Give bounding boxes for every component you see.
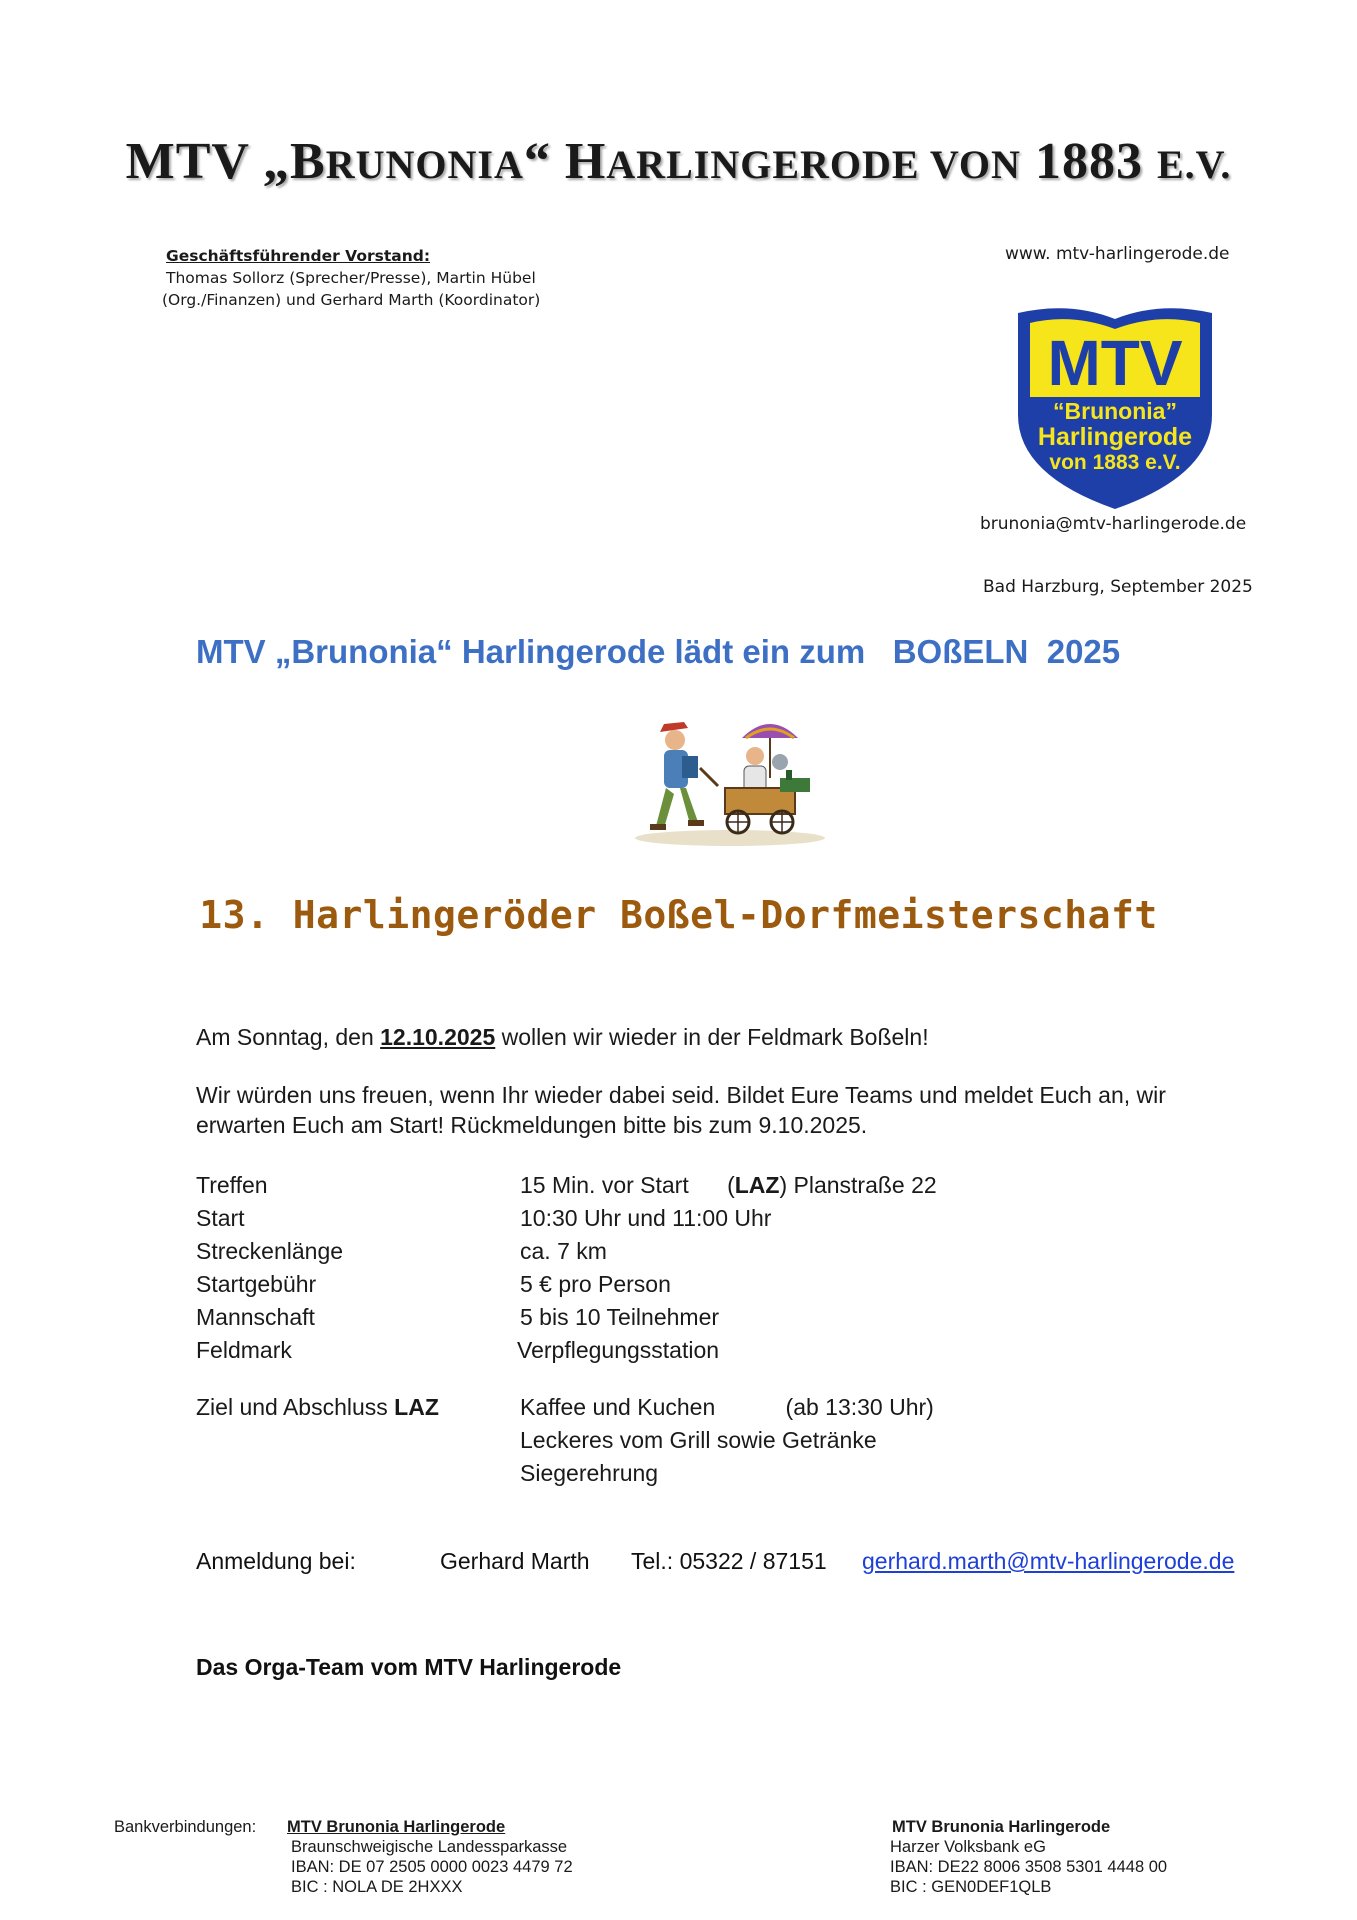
- bank-bic: BIC : GEN0DEF1QLB: [890, 1878, 1052, 1896]
- bank-left: [287, 1817, 573, 1897]
- registration-name: Gerhard Marth: [440, 1548, 590, 1574]
- bank-account-name: MTV Brunonia Harlingerode: [892, 1818, 1111, 1836]
- board-block: [160, 245, 540, 311]
- intro-line: Am Sonntag, den 12.10.2025 wollen wir wieder in der Feldmark Boßeln!: [196, 1024, 929, 1050]
- finish-line: Siegerehrung: [520, 1460, 659, 1486]
- detail-label: Startgebühr: [196, 1271, 317, 1297]
- bank-right: [890, 1817, 1167, 1897]
- detail-label: Start: [196, 1205, 245, 1231]
- board-line: (Org./Finanzen) und Gerhard Marth (Koordinator): [162, 291, 541, 309]
- detail-label: Mannschaft: [196, 1304, 315, 1330]
- finish-line: Kaffee und Kuchen (ab 13:30 Uhr): [520, 1394, 934, 1420]
- website-link[interactable]: www. mtv-harlingerode.de: [1005, 244, 1230, 264]
- board-line: Thomas Sollorz (Sprecher/Presse), Martin Hübel: [166, 269, 536, 287]
- svg-text:MTV: MTV: [1047, 327, 1183, 399]
- place-date: Bad Harzburg, September 2025: [983, 577, 1253, 597]
- svg-text:“Brunonia”: “Brunonia”: [1053, 398, 1177, 424]
- club-logo: [1010, 305, 1220, 513]
- bank-iban: IBAN: DE22 8006 3508 5301 4448 00: [890, 1858, 1168, 1876]
- detail-label: Treffen: [196, 1172, 268, 1198]
- detail-label: Feldmark: [196, 1337, 292, 1363]
- board-heading: Geschäftsführender Vorstand:: [166, 247, 431, 265]
- finish-label: Ziel und Abschluss LAZ: [196, 1394, 439, 1420]
- invitation-heading: MTV „Brunonia“ Harlingerode lädt ein zum BOßELN 2025: [196, 633, 1121, 670]
- finish-line: Leckeres vom Grill sowie Getränke: [520, 1427, 877, 1453]
- detail-value: 10:30 Uhr und 11:00 Uhr: [520, 1205, 772, 1231]
- bank-name: Braunschweigische Landessparkasse: [291, 1838, 568, 1856]
- detail-value: Verpflegungsstation: [517, 1337, 720, 1363]
- club-title: MTV „BRUNONIA“ HARLINGERODE VON 1883 E.V.: [125, 133, 1232, 190]
- contact-email[interactable]: brunonia@mtv-harlingerode.de: [980, 514, 1247, 534]
- walkers-cart-icon: [630, 708, 835, 848]
- bank-name: Harzer Volksbank eG: [890, 1838, 1046, 1856]
- bank-bic: BIC : NOLA DE 2HXXX: [291, 1878, 463, 1896]
- bosseln-illustration: [630, 708, 835, 848]
- bank-iban: IBAN: DE 07 2505 0000 0023 4479 72: [291, 1858, 573, 1876]
- paragraph-call-to-action: Wir würden uns freuen, wenn Ihr wieder dabei seid. Bildet Eure Teams und meldet Euch an, wir erwarten Euch am Start! Rückmeldungen bitte bis zum 9.10.2025.: [196, 1082, 1166, 1138]
- event-date: 12.10.2025: [380, 1024, 496, 1050]
- registration-label: Anmeldung bei:: [196, 1548, 356, 1574]
- registration-email-link[interactable]: gerhard.marth@mtv-harlingerode.de: [862, 1548, 1235, 1574]
- detail-value: 5 bis 10 Teilnehmer: [520, 1304, 720, 1330]
- svg-text:Harlingerode: Harlingerode: [1037, 423, 1193, 451]
- detail-value: ca. 7 km: [520, 1238, 607, 1264]
- signoff: Das Orga-Team vom MTV Harlingerode: [196, 1654, 622, 1680]
- registration-phone: Tel.: 05322 / 87151: [631, 1548, 827, 1574]
- event-title: 13. Harlingeröder Boßel-Dorfmeisterschaft: [199, 893, 1158, 937]
- detail-label: Streckenlänge: [196, 1238, 344, 1264]
- svg-text:von 1883 e.V.: von 1883 e.V.: [1049, 451, 1181, 474]
- shield-logo-icon: [1010, 305, 1220, 513]
- detail-value: 5 € pro Person: [520, 1271, 671, 1297]
- detail-value: 15 Min. vor Start (LAZ) Planstraße 22: [520, 1172, 937, 1198]
- bank-account-name: MTV Brunonia Harlingerode: [287, 1818, 506, 1836]
- bank-label: Bankverbindungen:: [114, 1818, 257, 1836]
